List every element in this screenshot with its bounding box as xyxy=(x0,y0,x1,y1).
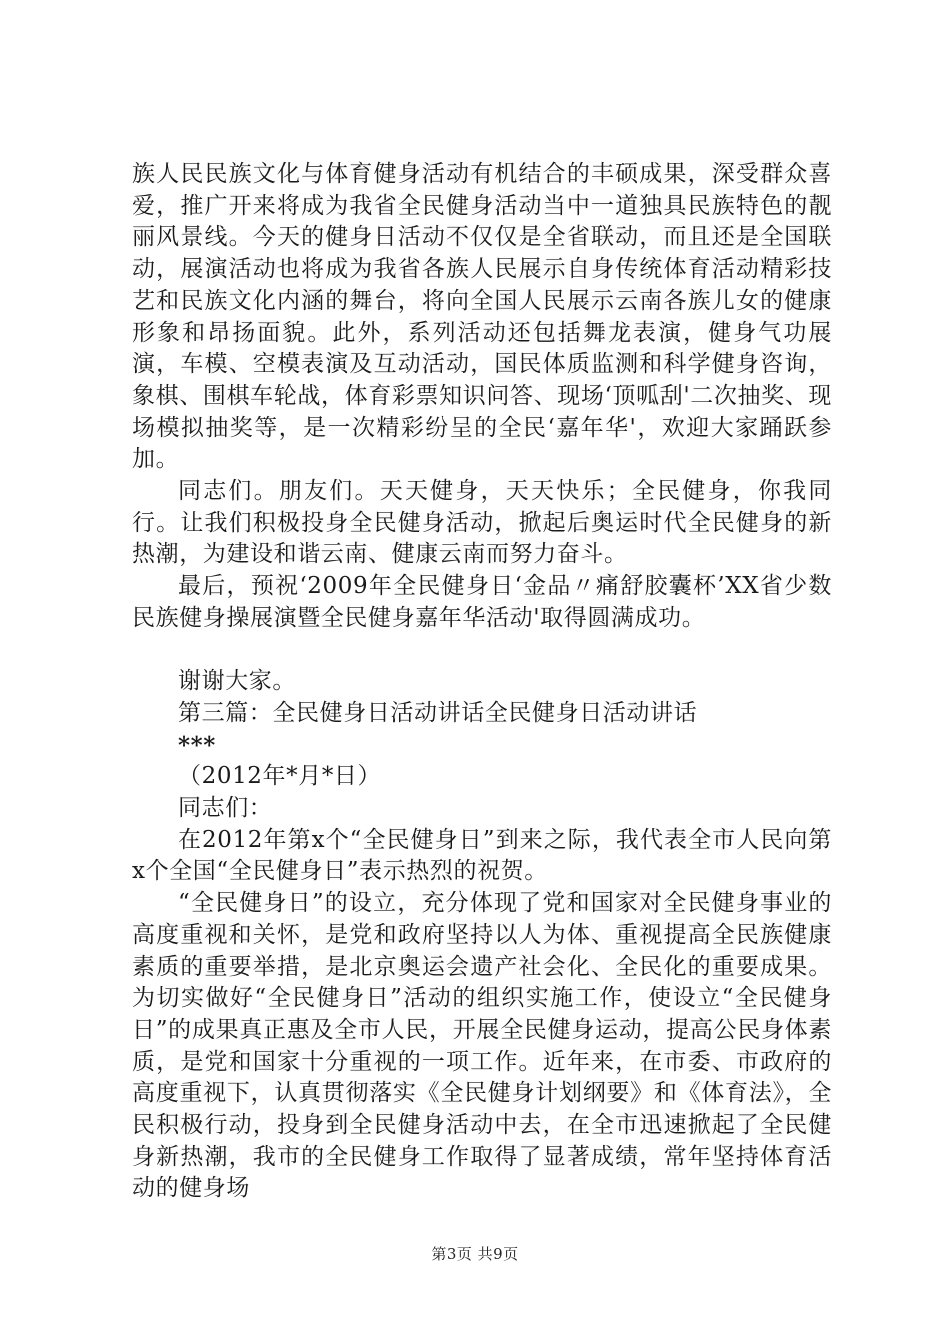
paragraph-greeting: 在2012年第x个“全民健身日”到来之际，我代表全市人民向第x个全国“全民健身日”表示热烈的祝贺。 xyxy=(132,826,832,885)
paragraph-final-wish: 最后，预祝‘2009年全民健身日‘金品〃痛舒胶囊杯’XX省少数民族健身操展演暨全民健身嘉年华活动'取得圆满成功。 xyxy=(132,573,832,631)
paragraph-continuation: 族人民民族文化与体育健身活动有机结合的丰硕成果，深受群众喜爱，推广开来将成为我省全民健身活动当中一道独具民族特色的靓丽风景线。今天的健身日活动不仅仅是全省联动，而且还是全国联动，展演活动也将成为我省各族人民展示自身传统体育活动精彩技艺和民族文化内涵的舞台，将向全国人民展示云南各族儿女的健康形象和昂扬面貌。此外，系列活动还包括舞龙表演，健身气功展演，车模、空模表演及互动活动，国民体质监测和科学健身咨询，象棋、围棋车轮战，体育彩票知识问答、现场‘顶呱刮'二次抽奖、现场模拟抽奖等，是一次精彩纷呈的全民‘嘉年华'，欢迎大家踊跃参加。 xyxy=(132,161,832,473)
paragraph-fitness-day: “全民健身日”的设立，充分体现了党和国家对全民健身事业的高度重视和关怀，是党和政府坚持以人为体、重视提高全民族健康素质的重要举措，是北京奥运会遗产社会化、全民化的重要成果。为切实做好“全民健身日”活动的组织实施工作，使设立“全民健身日”的成果真正惠及全市人民，开展全民健身运动，提高公民身体素质，是党和国家十分重视的一项工作。近年来，在市委、市政府的高度重视下，认真贯彻落实《全民健身计划纲要》和《体育法》，全民积极行动，投身到全民健身活动中去，在全市迅速掀起了全民健身新热潮，我市的全民健身工作取得了显著成绩，常年坚持体育活动的健身场 xyxy=(132,890,832,1202)
page-footer: 第3页 共9页 xyxy=(431,1245,519,1263)
section-heading: 第三篇：全民健身日活动讲话全民健身日活动讲话 xyxy=(178,699,698,726)
salutation: 同志们： xyxy=(178,795,273,822)
document-body xyxy=(132,159,832,1205)
paragraph-thanks: 谢谢大家。 xyxy=(178,668,296,695)
blank-line xyxy=(132,635,832,667)
speaker-placeholder: *** xyxy=(178,731,216,759)
paragraph-closing-call: 同志们。朋友们。天天健身，天天快乐；全民健身，你我同行。让我们积极投身全民健身活动，掀起后奥运时代全民健身的新热潮，为建设和谐云南、健康云南而努力奋斗。 xyxy=(132,478,832,568)
speech-date: （2012年*月*日） xyxy=(178,763,382,790)
